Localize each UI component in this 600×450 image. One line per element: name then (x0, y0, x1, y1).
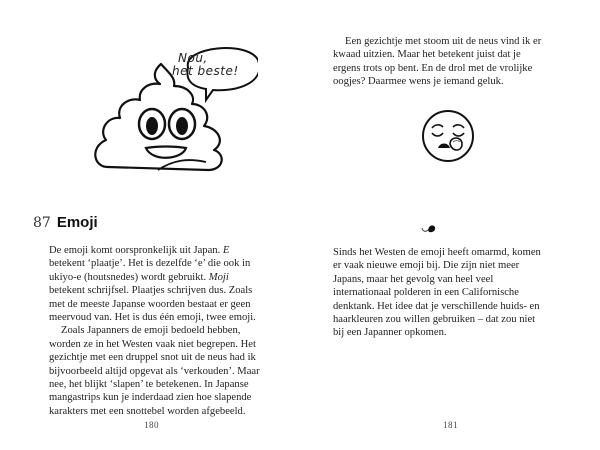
paragraph: Een gezichtje met stoom uit de neus vind ik er kwaad uitzien. Maar het betekent juist dat je ergens trots op bent. En de drol met de vrolijke oogjes? Daarmee wens je iemand geluk. (333, 36, 542, 88)
right-page (300, 0, 600, 450)
left-body-text (49, 244, 264, 418)
page-number: 181 (443, 420, 458, 430)
speech-bubble-text (172, 52, 252, 78)
entry-number: 87 (33, 215, 51, 231)
italic-term: E (222, 245, 230, 256)
italic-term: Moji (208, 271, 229, 283)
right-top-text (333, 35, 548, 89)
face-outline (423, 111, 473, 161)
page-number: 180 (144, 420, 159, 430)
sleepy-face-illustration (420, 108, 478, 166)
leaf-ornament-icon (421, 224, 437, 234)
right-bottom-text (333, 246, 548, 340)
entry-title: Emoji (56, 214, 98, 231)
entry-heading (33, 214, 98, 231)
paragraph: Sinds het Westen de emoji heeft omarmd, komen er vaak nieuwe emoji bij. Die zijn niet meer Japans, maar het gevolg van heel veel internationaal polderen in een Californische denktank. Het idee dat je verschillende huids- en haarkleuren zou willen gebruiken – dat zou niet bij een Japanner opkomen. (333, 247, 541, 339)
paragraph: Zoals Japanners de emoji bedoeld hebben, worden ze in het Westen vaak niet begrepen. Het gezichtje met een druppel snot uit de neus had ik bijvoorbeeld altijd opgevat als ‘verkouden’. Maar nee, het blijkt ‘slapen’ te betekenen. In Japanse mangastrips kun je inderdaad zien hoe slapende karakters met een snottebel worden afgebeeld. (49, 325, 260, 417)
snot-bubble (450, 138, 462, 150)
paragraph: De emoji komt oorspronkelijk uit Japan. E betekent ‘plaatje’. Het is dezelfde ‘e’ die ook in ukiyo-e (houtsnedes) wordt gebruikt. Moji betekent schrijfsel. Plaatjes schrijven dus. Zoals met de meeste Japanse woorden bestaat er geen meervoud van. Het is dus één emoji, twee emoji. (49, 245, 256, 324)
speech-line-1: Nou, (178, 51, 208, 65)
speech-line-2: het beste! (172, 64, 239, 78)
